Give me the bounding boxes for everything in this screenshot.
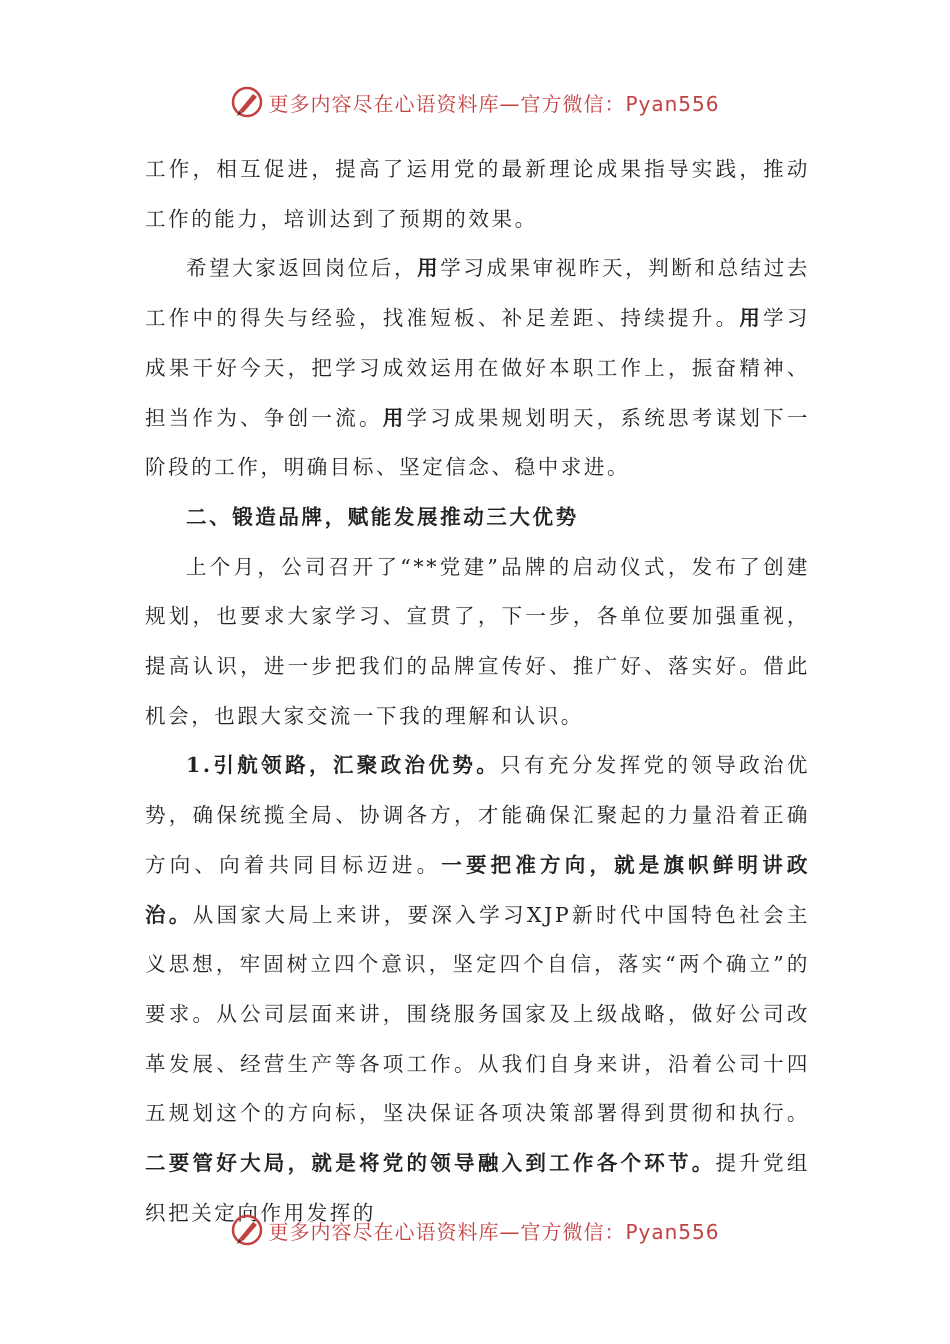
pen-circle-logo-icon xyxy=(230,1213,264,1247)
paragraph-return-to-post xyxy=(145,244,810,493)
text-run: 学习成果干好今天，把学习成效运用在做好本职工作上，振奋精神、担当作为、争创一流。 xyxy=(145,306,810,430)
text-run: 只有充分发挥党的领导政治优势，确保统揽全局、协调各方，才能确保汇聚起的力量沿着正确方向、向着共同目标迈进。 xyxy=(145,753,810,877)
watermark-text: 更多内容尽在心语资料库—官方微信：Pyan556 xyxy=(268,91,720,116)
bold-text-run: 一要把准方向，就是旗帜鲜明讲政治。 xyxy=(145,852,811,927)
bold-text-run: 二要管好大局，就是将党的领导融入到工作各个环节。 xyxy=(145,1151,716,1176)
text-run: 从国家大局上来讲，要深入学习XJP新时代中国特色社会主义思想，牢固树立四个意识，坚定四个自信，落实“两个确立”的要求。从公司层面来讲，围绕服务国家及上级战略，做好公司改革发展、经营生产等各项工作。从我们自身来讲，沿着公司十四五规划这个的方向标，坚决保证各项决策部署得到贯彻和执行。 xyxy=(145,902,811,1126)
section-heading-2: 二、锻造品牌，赋能发展推动三大优势 xyxy=(186,504,579,529)
paragraph-brand-launch: 上个月，公司召开了“**党建”品牌的启动仪式，发布了创建规划，也要求大家学习、宣贯了，下一步，各单位要加强重视，提高认识，进一步把我们的品牌宣传好、推广好、落实好。借此机会，也跟大家交流一下我的理解和认识。 xyxy=(145,554,810,728)
footer-watermark-banner xyxy=(0,1210,950,1250)
pen-circle-logo-icon xyxy=(230,85,264,119)
bold-text-run: 用 xyxy=(739,306,764,331)
bold-text-run: 1.引航领路，汇聚政治优势。 xyxy=(186,753,501,778)
bold-text-run: 用 xyxy=(382,405,407,430)
watermark-text: 更多内容尽在心语资料库—官方微信：Pyan556 xyxy=(268,1219,720,1244)
paragraph-political-advantage xyxy=(145,741,810,1238)
bold-text-run: 用 xyxy=(417,256,441,281)
document-body xyxy=(145,145,810,1238)
text-run: 学习成果规划明天，系统思考谋划下一阶段的工作，明确目标、坚定信念、稳中求进。 xyxy=(145,405,811,480)
text-run: 学习成果审视昨天，判断和总结过去工作中的得失与经验，找准短板、补足差距、持续提升。 xyxy=(145,256,810,331)
paragraph-continuation: 工作，相互促进，提高了运用党的最新理论成果指导实践，推动工作的能力，培训达到了预期的效果。 xyxy=(145,157,810,231)
header-watermark-banner xyxy=(0,82,950,122)
text-run: 希望大家返回岗位后， xyxy=(186,256,418,281)
text-run: 提升党组织把关定向作用发挥的 xyxy=(145,1151,810,1225)
